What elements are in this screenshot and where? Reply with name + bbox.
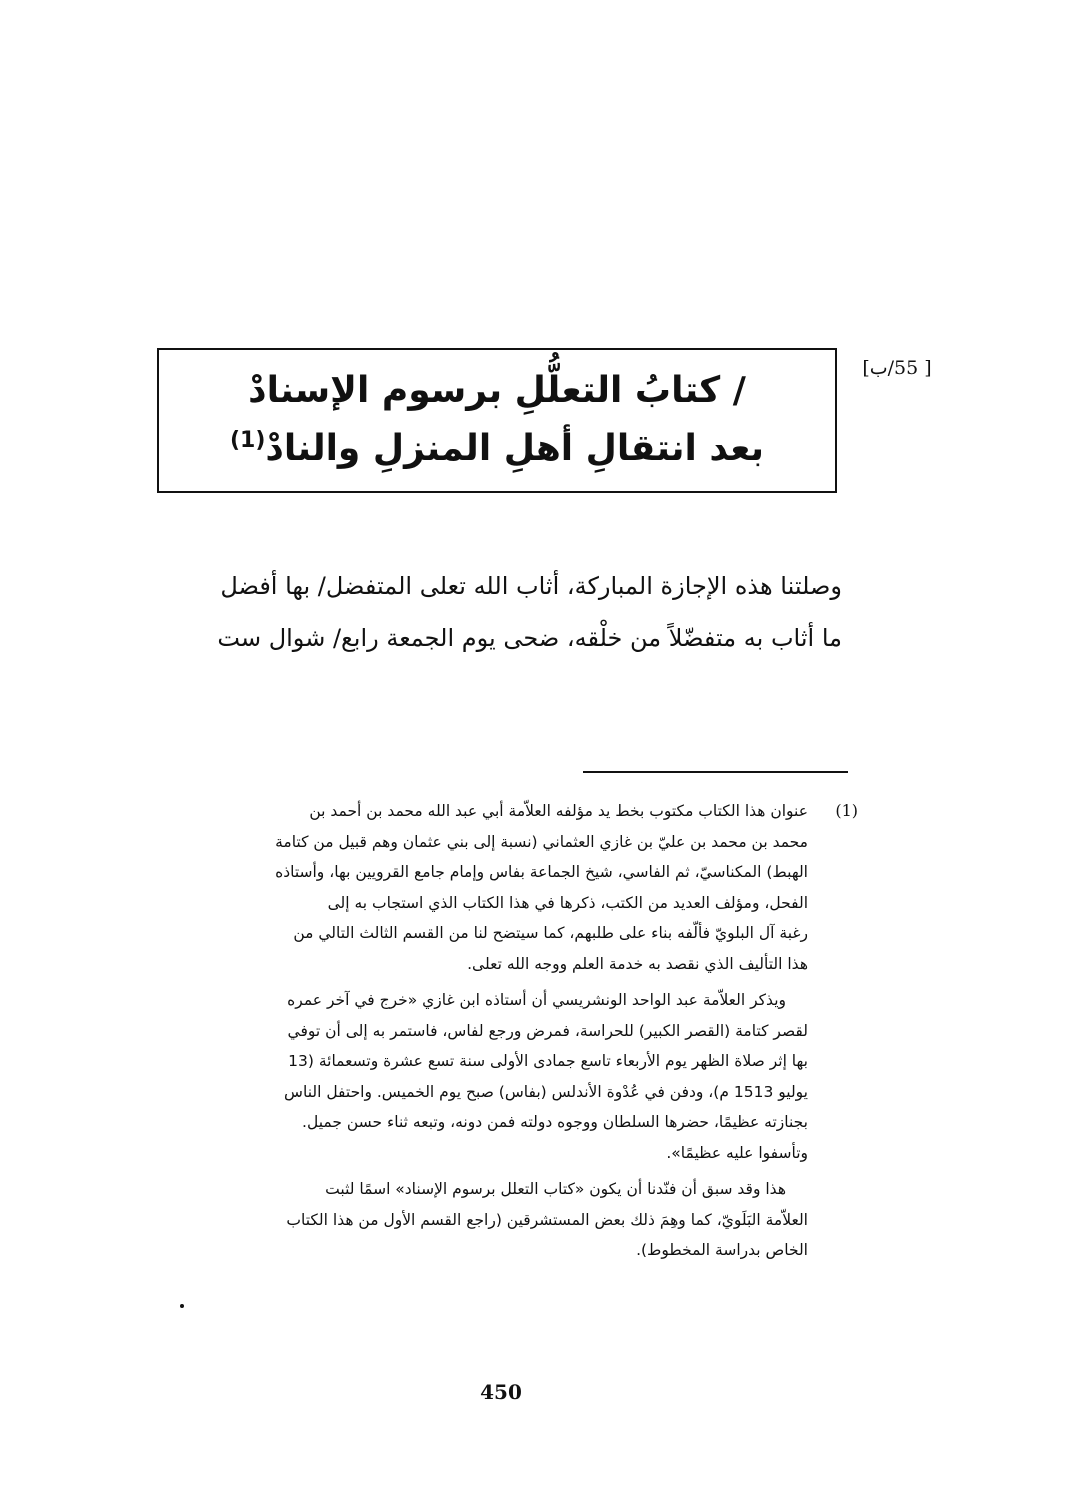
footnote-reference: (1) <box>229 428 266 453</box>
footnote-line: الهبط) المكناسيّ، ثم الفاسي، شيخ الجماعة بفاس وإمام جامع القرويين بها، وأستاذه <box>275 863 808 881</box>
footnote-line: ويذكر العلاّمة عبد الواحد الونشريسي أن أستاذه ابن غازي «خرج في آخر عمره <box>287 991 786 1009</box>
chapter-title-line-1: / كتابُ التعلُّلِ برسوم الإسنادْ <box>248 370 746 411</box>
chapter-title-line-2-text: بعد انتقالِ أهلِ المنزلِ والنادْ <box>265 428 765 469</box>
footnote-line: يوليو 1513 م)، ودفن في عُدْوة الأندلس (بفاس) صبح يوم الخميس. واحتفل الناس <box>284 1082 808 1101</box>
footnote-line: رغبة آل البلويّ فألّفه بناء على طلبهم، كما سيتضح لنا من القسم الثالث التالي من <box>293 924 808 942</box>
body-line-1: وصلتنا هذه الإجازة المباركة، أثاب الله تعلى المتفضل/ بها أفضل <box>220 572 842 600</box>
chapter-title-box <box>157 348 837 493</box>
footnote-line: محمد بن محمد بن عليّ بن غازي العثماني (نسبة إلى بني عثمان وهم قبيل من كتامة <box>275 832 808 851</box>
footnote-line: هذا وقد سبق أن فنّدنا أن يكون «كتاب التعلل برسوم الإسناد» اسمًا لثبت <box>325 1180 786 1198</box>
footnote-line: وتأسفوا عليه عظيمًا». <box>666 1143 808 1162</box>
footnote-line: لقصر كتامة (القصر الكبير) للحراسة، فمرض ورجع لفاس، فاستمر به إلى أن توفي <box>287 1021 808 1040</box>
footnotes-section <box>158 796 858 1266</box>
footnote-line: العلاّمة البَلَويّ، كما وهِمَ ذلك بعض المستشرقين (راجع القسم الأول من هذا الكتاب <box>286 1210 808 1229</box>
page-number: 450 <box>480 1380 522 1404</box>
folio-margin-note: [ 55/ب] <box>862 357 932 379</box>
footnote-line: عنوان هذا الكتاب مكتوب بخط يد مؤلفه العلاّمة أبي عبد الله محمد بن أحمد بن <box>309 802 808 820</box>
footnote-line: بها إثر صلاة الظهر يوم الأربعاء تاسع جمادى الأولى سنة تسع عشرة وتسعمائة (13 <box>288 1052 808 1070</box>
footnote-line: هذا التأليف الذي نقصد به خدمة العلم ووجه الله تعلى. <box>467 954 808 973</box>
scan-speck <box>180 1304 184 1308</box>
footnote-line: الخاص بدراسة المخطوط). <box>636 1241 808 1259</box>
footnote-1 <box>158 796 858 1266</box>
footnote-paragraph-1 <box>158 796 808 979</box>
body-line-2: ما أثاب به متفضّلاً من خلْقه، ضحى يوم الجمعة رابع/ شوال ست <box>217 624 842 652</box>
body-paragraph <box>158 560 842 664</box>
footnote-number: (1) <box>835 801 858 820</box>
footnote-separator-rule <box>583 771 848 773</box>
footnote-paragraph-2 <box>158 985 808 1168</box>
footnote-paragraph-3 <box>158 1174 808 1266</box>
footnote-line: بجنازته عظيمًا، حضرها السلطان ووجوه دولته فمن دونه، وتبعه ثناء حسن جميل. <box>302 1113 808 1131</box>
footnote-body <box>158 796 818 1266</box>
chapter-title-line-2 <box>159 420 835 478</box>
footnote-line: الفحل، ومؤلف العديد من الكتب، ذكرها في هذا الكتاب الذي استجاب به إلى <box>327 893 808 912</box>
